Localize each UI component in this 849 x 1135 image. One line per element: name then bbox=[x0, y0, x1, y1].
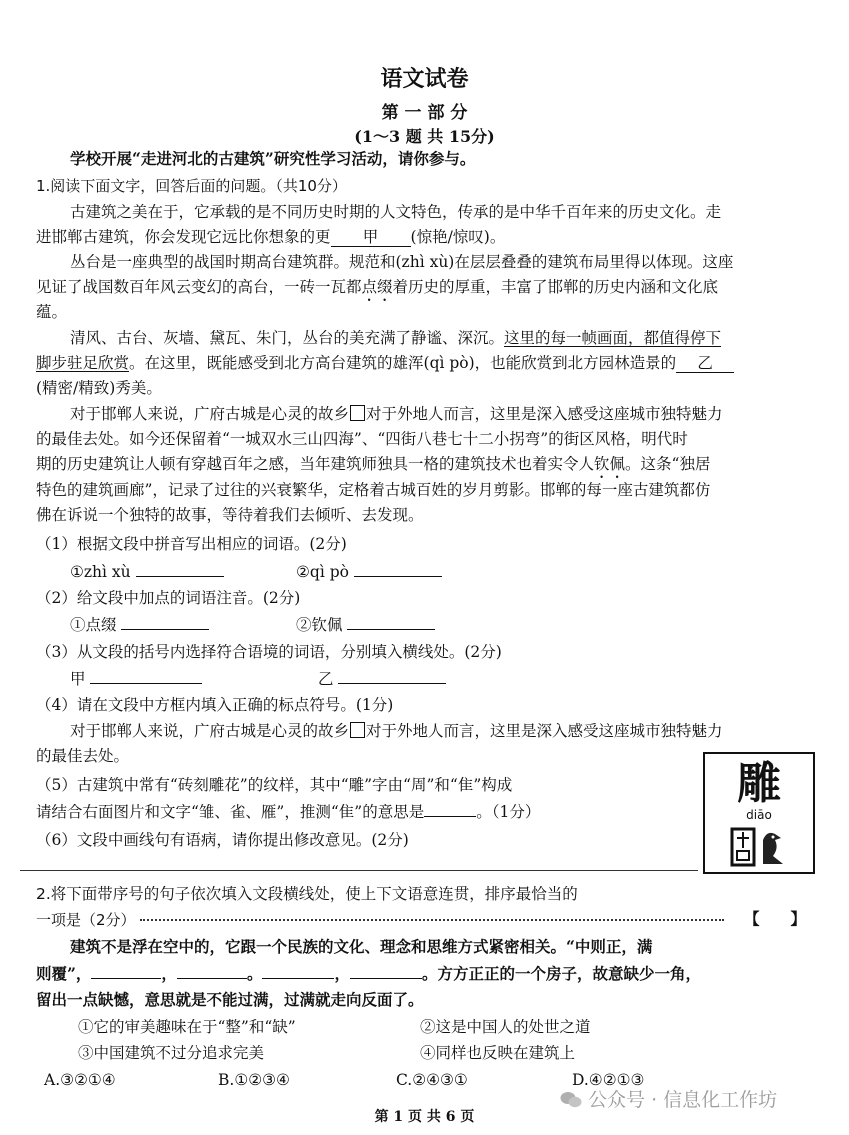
sub-question-5-line1: （5）古建筑中常有“砖刻雕花”的纹样，其中“雕”字由“周”和“隹”构成 bbox=[36, 776, 513, 794]
q2-heading-line1: 2.将下面带序号的句子依次填入文段横线处，使上下文语意连贯，排序最恰当的 bbox=[36, 885, 578, 903]
sub1-item-b: ②qì pò bbox=[296, 560, 442, 584]
part-heading: 第 一 部 分 bbox=[381, 103, 468, 123]
sub-question-4: （4）请在文段中方框内填入正确的标点符号。(1分) bbox=[36, 696, 394, 714]
punctuation-box bbox=[350, 405, 365, 421]
sub4-quote-line1: 对于邯郸人来说，广府古城是心灵的故乡 对于外地人而言，这里是深入感受这座城市独特魅力 bbox=[70, 722, 723, 740]
choice-c[interactable]: C.②④③① bbox=[396, 1071, 468, 1089]
diao-character: 雕 bbox=[737, 758, 781, 809]
page-number: 第 1 页 共 6 页 bbox=[374, 1109, 475, 1125]
sub1-item-a: ①zhì xù bbox=[70, 560, 224, 584]
choice-a[interactable]: A.③②①④ bbox=[44, 1071, 116, 1089]
ancient-diao-glyph bbox=[729, 826, 789, 868]
q2-blank-3[interactable] bbox=[262, 962, 334, 979]
sub-question-2: （2）给文段中加点的词语注音。(2分) bbox=[36, 589, 301, 607]
q2-passage-line2: 则覆”， ， 。 ， 。方方正正的一个房子，故意缺少一角， bbox=[36, 964, 701, 983]
q2-option-1: ①它的审美趣味在于“整”和“缺” bbox=[78, 1018, 296, 1036]
part-range: (1～3 题 共 15分) bbox=[354, 127, 495, 146]
wechat-icon bbox=[560, 1091, 582, 1109]
sub2-item-b: ②钦佩 bbox=[296, 613, 435, 637]
q2-option-3: ③中国建筑不过分追求完美 bbox=[78, 1044, 265, 1062]
activity-intro: 学校开展“走进河北的古建筑”研究性学习活动，请你参与。 bbox=[70, 149, 476, 168]
answer-line-yi[interactable] bbox=[338, 667, 446, 684]
q2-answer-bracket[interactable]: 【 】 bbox=[744, 909, 807, 928]
q1-para3-line1: 清风、古台、灰墙、黛瓦、朱门，丛台的美充满了静谧、深沉。这里的每一帧画面，都值得停下 bbox=[70, 329, 722, 347]
q1-para4-line4: 特色的建筑画廊”，记录了过往的兴衰繁华，定格着古城百姓的岁月剪影。邯郸的每一座古建筑都仿 bbox=[36, 481, 711, 499]
dotted-word-qinpei: 钦佩 bbox=[594, 455, 626, 473]
q2-passage-line1: 建筑不是浮在空中的，它跟一个民族的文化、理念和思维方式紧密相关。“中则正，满 bbox=[70, 937, 653, 956]
dot-leader bbox=[140, 919, 724, 921]
sub3-item-b: 乙 bbox=[318, 667, 446, 691]
q1-para2-line2: 见证了战国数百年风云变幻的高台，一砖一瓦都点缀着历史的厚重，丰富了邯郸的历史内涵和文化底 bbox=[36, 278, 719, 296]
sub2-item-a: ①点缀 bbox=[70, 613, 209, 637]
q2-heading-line2: 一项是（2分） bbox=[36, 908, 724, 932]
dotted-word-diancui: 点缀 bbox=[361, 278, 393, 296]
blank-jia: 甲 bbox=[331, 230, 411, 247]
answer-line-qipo[interactable] bbox=[354, 560, 442, 577]
choice-b[interactable]: B.①②③④ bbox=[218, 1071, 290, 1089]
sub-question-1: （1）根据文段中拼音写出相应的词语。(2分) bbox=[36, 535, 347, 553]
answer-line-zhui[interactable] bbox=[424, 800, 476, 817]
underlined-sentence: 这里的每一帧画面，都值得停下 bbox=[504, 329, 722, 347]
q1-para4-line1: 对于邯郸人来说，广府古城是心灵的故乡 对于外地人而言，这里是深入感受这座城市独特魅力 bbox=[70, 405, 723, 423]
q2-option-4: ④同样也反映在建筑上 bbox=[420, 1044, 576, 1062]
q2-blank-4[interactable] bbox=[350, 962, 422, 979]
sub4-quote-line2: 的最佳去处。 bbox=[36, 747, 130, 765]
q1-para2-line1: 丛台是一座典型的战国时期高台建筑群。规范和(zhì xù)在层层叠叠的建筑布局里得以体现。这座 bbox=[70, 253, 734, 271]
watermark: 公众号 · 信息化工作坊 bbox=[560, 1085, 777, 1112]
sub-question-3: （3）从文段的括号内选择符合语境的词语，分别填入横线处。(2分) bbox=[36, 643, 502, 661]
q2-blank-2[interactable] bbox=[177, 962, 247, 979]
q1-para1-line1: 古建筑之美在于，它承载的是不同历史时期的人文特色，传承的是中华千百年来的历史文化。走 bbox=[70, 203, 722, 221]
q1-para4-line2: 的最佳去处。如今还保留着“一城双水三山四海”、“四街八巷七十二小拐弯”的街区风格，明代时 bbox=[36, 430, 688, 448]
q1-para4-line5: 佛在诉说一个独特的故事，等待着我们去倾听、去发现。 bbox=[36, 506, 424, 524]
q2-passage-line3: 留出一点缺憾，意思就是不能过满，过满就走向反面了。 bbox=[36, 990, 424, 1009]
q1-para3-line3: (精密/精致)秀美。 bbox=[36, 379, 162, 397]
answer-punctuation-box[interactable] bbox=[350, 722, 365, 738]
q1-para4-line3: 期的历史建筑让人顿有穿越百年之感，当年建筑师独具一格的建筑技术也着实令人钦佩。这条“独居 bbox=[36, 455, 711, 473]
answer-line-zhixu[interactable] bbox=[136, 560, 224, 577]
q2-blank-1[interactable] bbox=[91, 962, 161, 979]
diao-pinyin: diāo bbox=[746, 808, 772, 822]
sub-question-6: （6）文段中画线句有语病，请你提出修改意见。(2分) bbox=[36, 831, 409, 849]
q1-para3-line2: 脚步驻足欣赏。在这里，既能感受到北方高台建筑的雄浑(qì pò)，也能欣赏到北方园林造景的 乙 bbox=[36, 351, 734, 375]
q2-option-2: ②这是中国人的处世之道 bbox=[420, 1018, 591, 1036]
q1-para1-line2: 进邯郸古建筑，你会发现它远比你想象的更 甲 (惊艳/惊叹)。 bbox=[36, 228, 506, 246]
q1-heading: 1.阅读下面文字，回答后面的问题。（共10分） bbox=[36, 177, 347, 195]
exam-title: 语文试卷 bbox=[380, 66, 469, 92]
sub-question-5-line2: 请结合右面图片和文字“雏、雀、雁”，推测“隹”的意思是 。（1分） bbox=[36, 800, 540, 824]
section-divider bbox=[20, 870, 698, 871]
answer-line-diancui[interactable] bbox=[121, 613, 209, 630]
choice-d[interactable]: D.④②①③ bbox=[572, 1071, 645, 1089]
answer-line-qinpei[interactable] bbox=[347, 613, 435, 630]
sub3-item-a: 甲 bbox=[70, 667, 202, 691]
answer-line-jia[interactable] bbox=[90, 667, 202, 684]
diao-character-figure bbox=[703, 752, 815, 874]
blank-yi: 乙 bbox=[676, 356, 734, 373]
q1-para2-line3: 蕴。 bbox=[36, 303, 68, 321]
